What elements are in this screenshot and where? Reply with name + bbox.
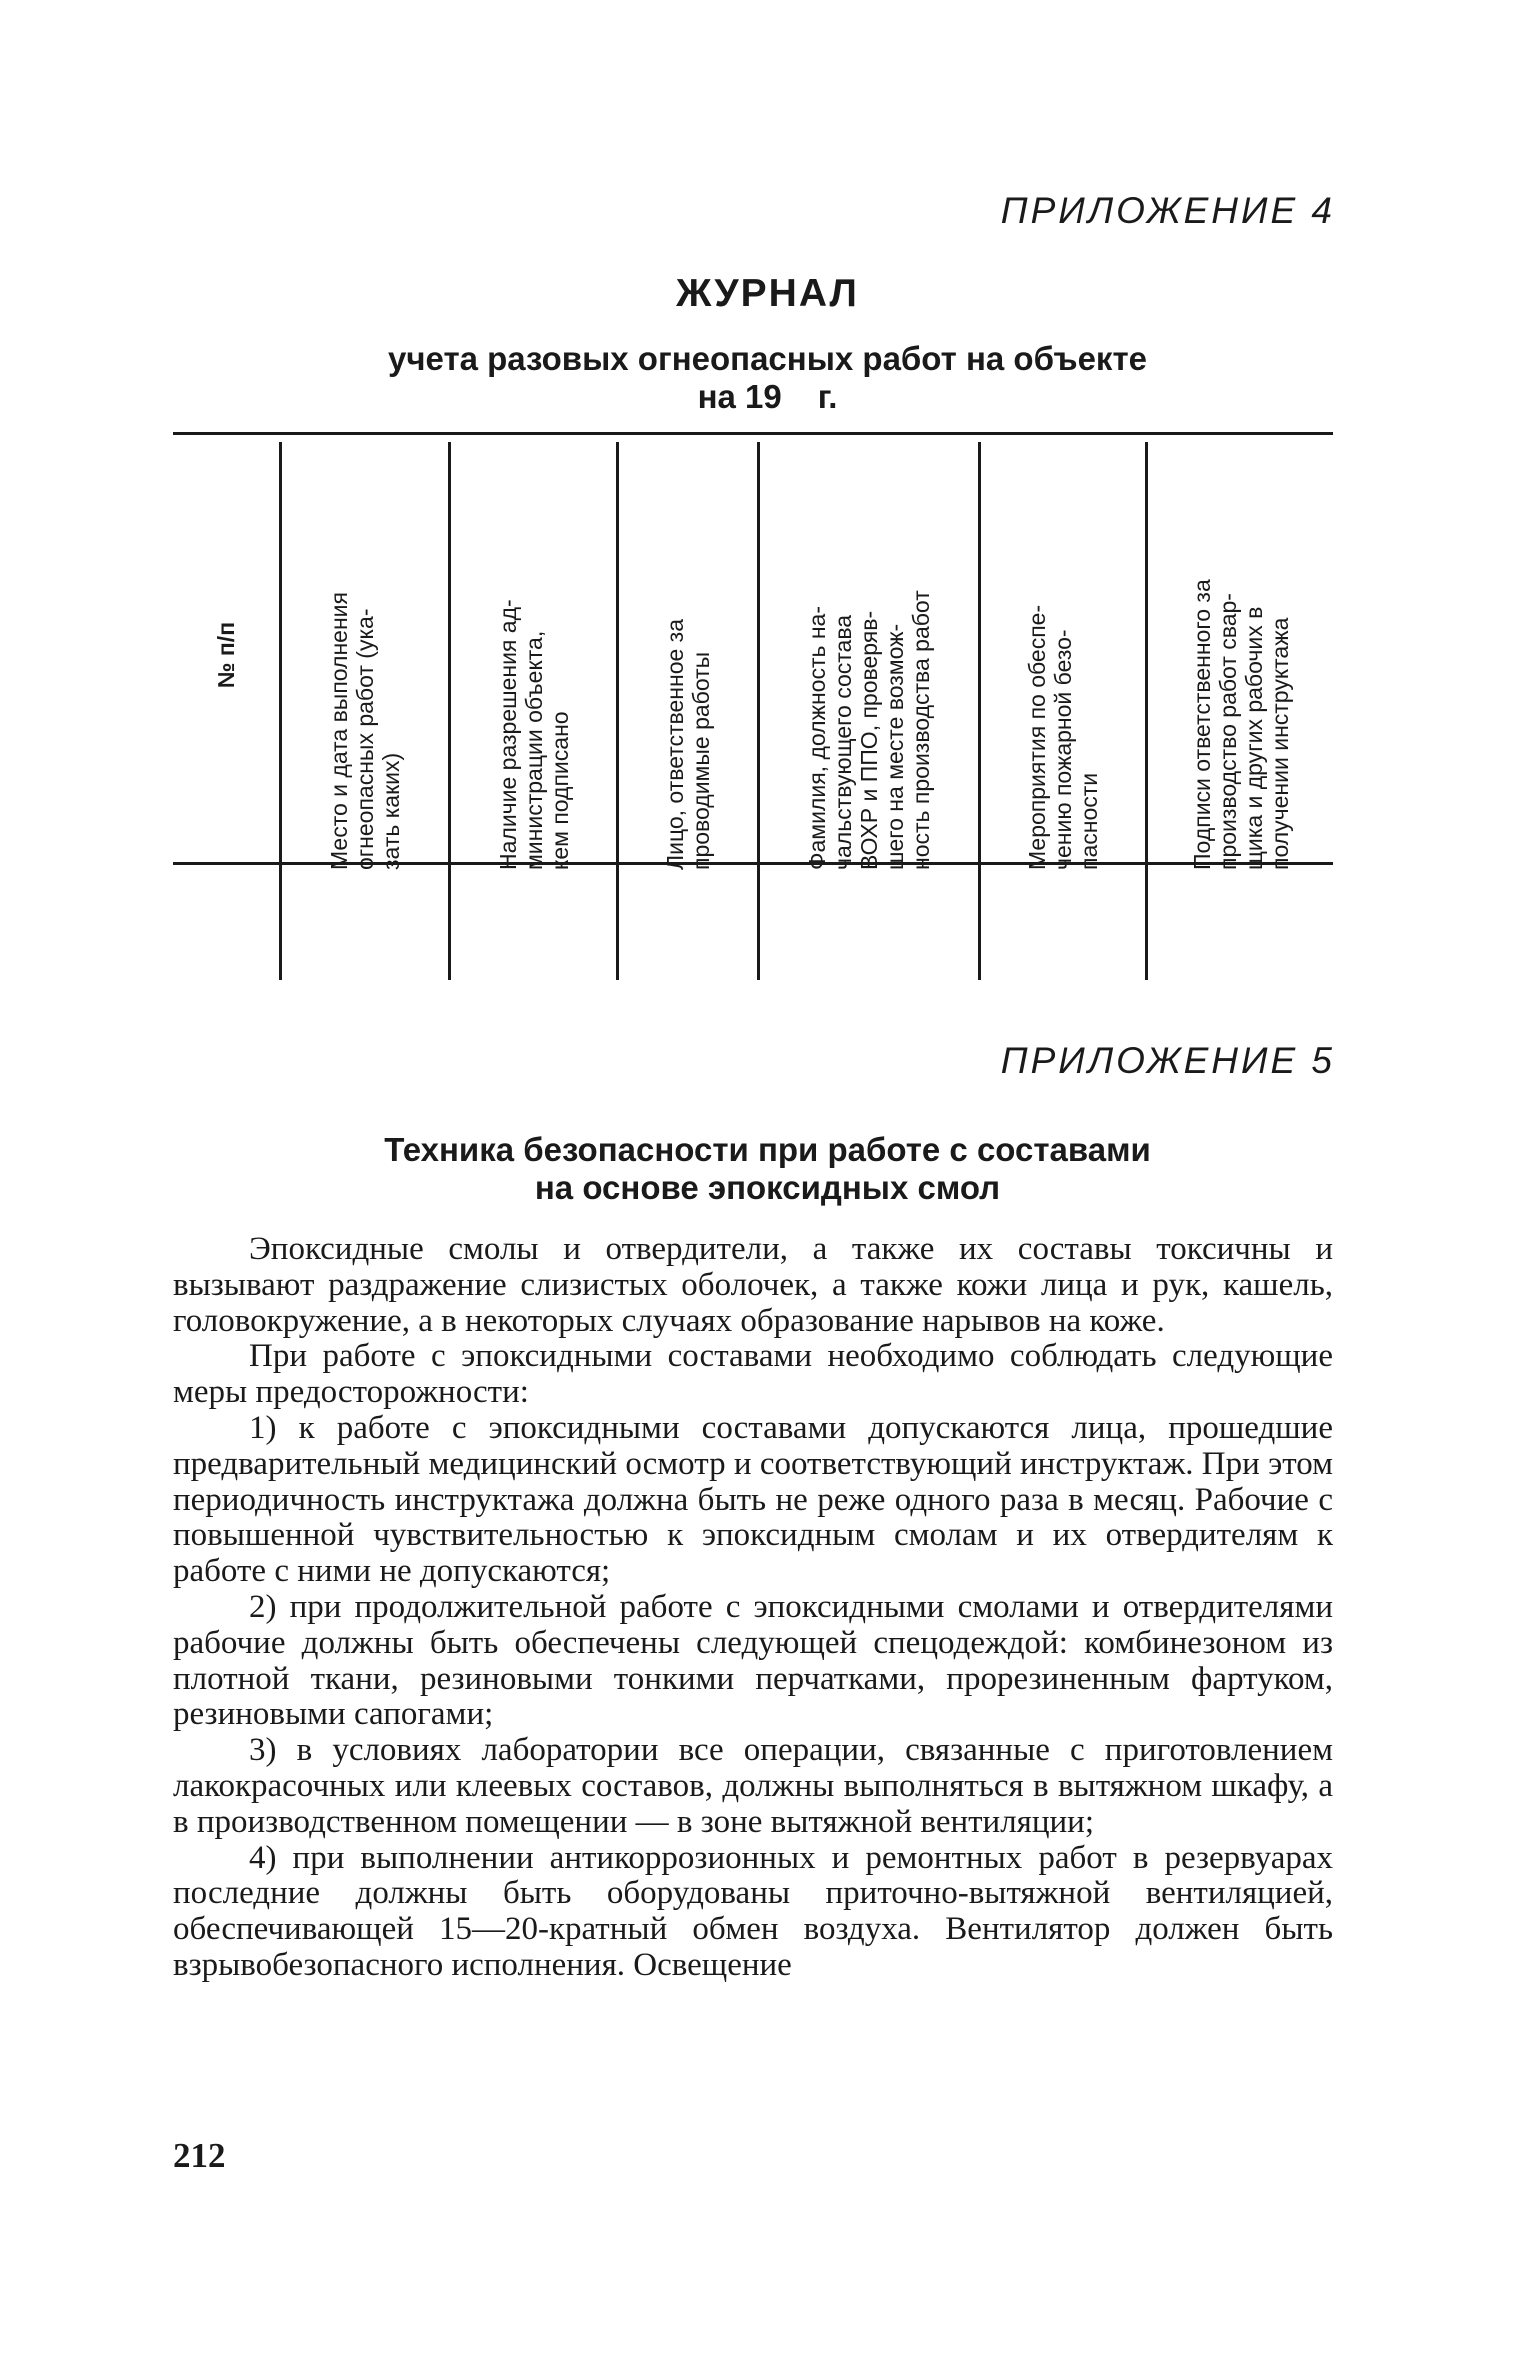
page-number: 212 <box>173 2136 226 2175</box>
journal-subtitle: учета разовых огнеопасных работ на объекте <box>388 340 1147 377</box>
column-header-text: № п/п <box>213 621 239 689</box>
column-header-responsible <box>619 440 757 870</box>
section-title-line2: на основе эпоксидных смол <box>534 1169 1001 1206</box>
column-header-text: Мероприятия по обеспе- чению пожарной безо- пасности <box>1024 604 1102 870</box>
journal-table <box>173 432 1333 980</box>
journal-subtitle-year <box>0 378 1535 416</box>
column-header-text: Фамилия, должность на- чальствующего состава ВОХР и ППО, проверяв- шего на месте возмож- ность производства работ <box>804 590 934 870</box>
column-header-permission <box>451 440 616 870</box>
paragraph: Эпоксидные смолы и отвердители, а также их составы токсичны и вызывают раздражение слизистых оболочек, а также кожи лица и рук, кашель, головокружение, а в некоторых случаях образование нарывов на коже. <box>173 1231 1333 1339</box>
safety-text <box>173 1232 1333 1984</box>
column-header-text: Подписи ответственного за производство работ свар- щика и других рабочих в получении инструктажа <box>1188 579 1293 870</box>
paragraph: При работе с эпоксидными составами необходимо соблюдать следующие меры предосторожности: <box>173 1338 1333 1411</box>
paragraph: 2) при продолжительной работе с эпоксидными смолами и отвердителями рабочие должны быть обеспечены следующей спецодеждой: комбинезоном из плотной ткани, резиновыми тонкими перчатками, прорезиненным фартуком, резиновыми сапогами; <box>173 1588 1333 1733</box>
column-header-place-date <box>282 440 448 870</box>
appendix-5-label: ПРИЛОЖЕНИЕ 5 <box>1000 1040 1335 1081</box>
appendix-4-label: ПРИЛОЖЕНИЕ 4 <box>1000 190 1335 231</box>
journal-title: ЖУРНАЛ <box>676 272 859 315</box>
journal-year-suffix: г. <box>817 378 838 415</box>
paragraph: 1) к работе с эпоксидными составами допускаются лица, прошедшие предварительный медицинский осмотр и соответствующий инструктаж. При этом периодичность инструктажа должна быть не реже одного раза в месяц. Рабочие с повышенной чувствительностью к эпоксидным смолам и их отвердителям к работе с ними не допускаются; <box>173 1409 1333 1590</box>
column-header-text: Наличие разрешения ад- министрации объекта, кем подписано <box>494 599 573 870</box>
table-top-rule <box>173 432 1333 435</box>
column-header-text: Место и дата выполнения огнеопасных работ (ука- зать каких) <box>326 592 404 870</box>
paragraph: 3) в условиях лаборатории все операции, связанные с приготовлением лакокрасочных или клеевых составов, должны выполняться в вытяжном шкафу, а в производственном помещении — в зоне вытяжной вентиляции; <box>173 1732 1333 1840</box>
column-header-signatures <box>1148 440 1333 870</box>
column-header-text: Лицо, ответственное за проводимые работы <box>662 618 714 870</box>
paragraph: 4) при выполнении антикоррозионных и ремонтных работ в резервуарах последние должны быть оборудованы приточно-вытяжной вентиляцией, обеспечивающей 15—20-кратный обмен воздуха. Вентилятор должен быть взрывобезопасного исполнения. Освещение <box>173 1839 1333 1983</box>
column-header-number <box>173 440 279 870</box>
column-header-inspector <box>760 440 978 870</box>
column-header-measures <box>981 440 1145 870</box>
section-title-line1: Техника безопасности при работе с составами <box>384 1131 1151 1168</box>
journal-year-prefix: на 19 <box>697 378 782 415</box>
